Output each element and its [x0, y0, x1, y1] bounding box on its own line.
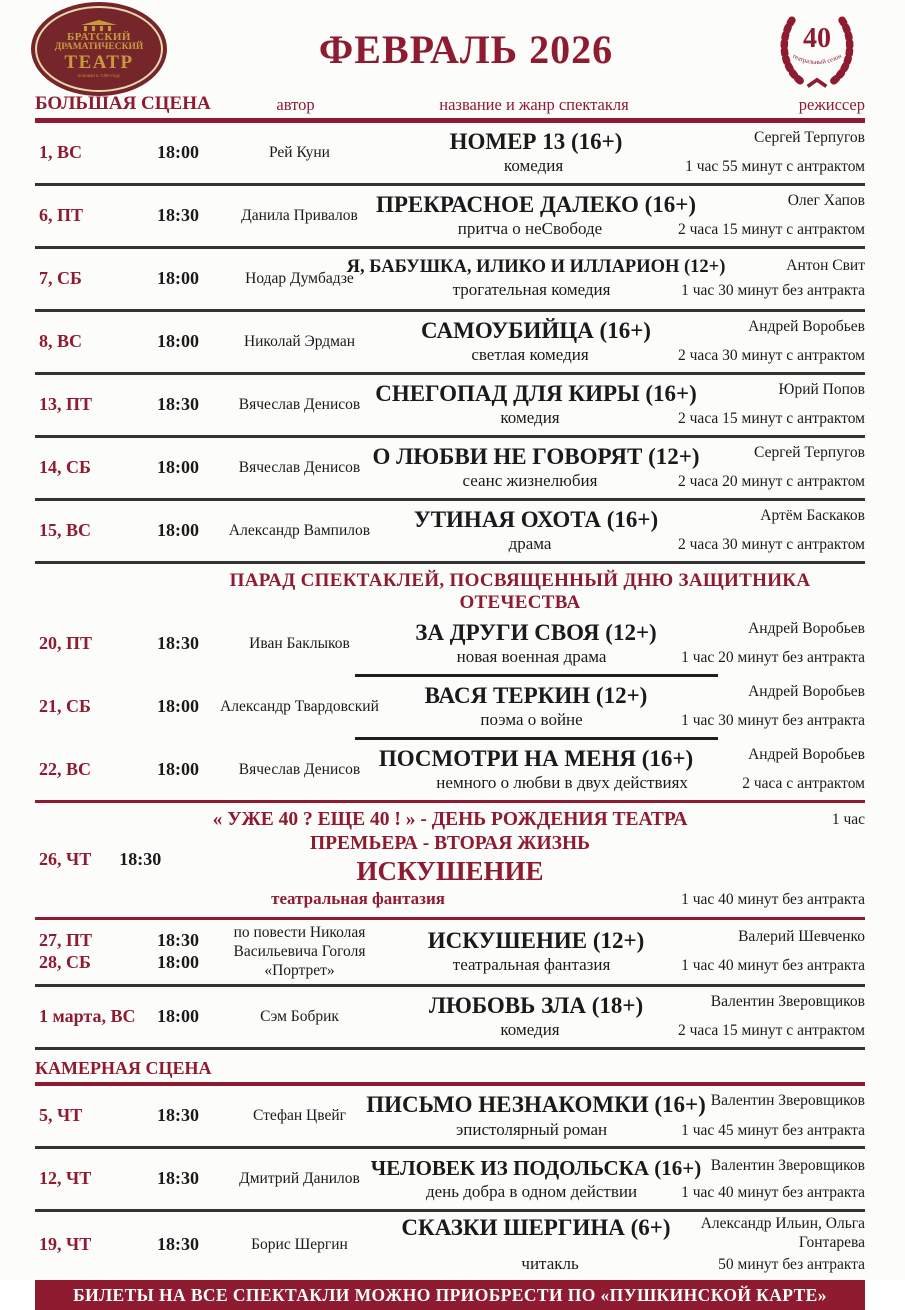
birthday-show-genre: театральная фантазия [271, 888, 445, 908]
show-date: 7, СБ [39, 267, 82, 288]
show-duration: 1 час 40 минут без антракта [681, 1183, 865, 1201]
logo-subtext: основан в 1986 году [77, 74, 121, 80]
show-duration: 2 часа 20 минут с антрактом [678, 473, 865, 491]
show-main [382, 504, 865, 558]
show-row [35, 614, 865, 674]
show-main [382, 126, 865, 180]
show-duration: 1 час 55 минут с антрактом [685, 158, 865, 176]
show-director: Александр Ильин, Ольга Гонтарева [700, 1215, 865, 1251]
show-director: Сергей Терпугов [754, 128, 865, 146]
show-genre: немного о любви в двух действиях [436, 773, 688, 793]
show-time [139, 930, 217, 973]
show-date [35, 930, 139, 973]
show-duration: 2 часа 15 минут с антрактом [678, 221, 865, 239]
show-time: 18:30 [157, 204, 199, 225]
show-title: ИСКУШЕНИЕ (12+) [427, 927, 645, 953]
show-time: 18:00 [157, 519, 199, 540]
show-title: НОМЕР 13 (16+) [449, 128, 623, 154]
show-date: 1 марта, ВС [39, 1005, 136, 1026]
show-time: 18:00 [157, 695, 199, 716]
section-label-big-stage: БОЛЬШАЯ СЦЕНА [35, 93, 211, 114]
show-time: 18:30 [119, 848, 162, 869]
show-author: Стефан Цвейг [252, 1107, 347, 1125]
show-author: Вячеслав Денисов [238, 458, 361, 476]
header [35, 6, 865, 92]
show-author: Борис Шергин [251, 1236, 348, 1254]
show-genre: трогательная комедия [452, 279, 611, 299]
show-time: 18:00 [157, 330, 199, 351]
show-title: ЧЕЛОВЕК ИЗ ПОДОЛЬСКА (16+) [370, 1155, 702, 1180]
show-director: Андрей Воробьев [748, 745, 865, 763]
show-title: ПРЕКРАСНОЕ ДАЛЕКО (16+) [375, 191, 697, 217]
show-duration: 2 часа с антрактом [742, 775, 865, 793]
show-genre: поэма о войне [480, 710, 583, 730]
show-date: 13, ПТ [39, 393, 93, 414]
show-date: 19, ЧТ [39, 1233, 92, 1254]
birthday-datetime [39, 849, 161, 870]
show-row [35, 1212, 865, 1277]
show-time: 18:00 [157, 456, 199, 477]
theater-building-icon [78, 19, 120, 32]
show-row [35, 1149, 865, 1209]
show-row [35, 438, 865, 498]
show-director: Андрей Воробьев [748, 682, 865, 700]
show-main [382, 680, 865, 734]
show-date-line2: 28, СБ [39, 951, 91, 972]
show-author: Александр Твардовский [220, 697, 379, 715]
show-row [35, 740, 865, 800]
show-row [35, 677, 865, 737]
show-author: Иван Баклыков [249, 634, 350, 652]
show-row [35, 1086, 865, 1146]
show-director: Антон Свит [786, 257, 865, 275]
show-date: 21, СБ [39, 695, 91, 716]
show-row [35, 501, 865, 561]
show-time: 18:30 [157, 393, 199, 414]
show-director: Андрей Воробьев [748, 317, 865, 335]
show-genre: новая военная драма [456, 647, 607, 667]
show-date: 22, ВС [39, 758, 92, 779]
show-director: Валентин Зверовщиков [710, 992, 865, 1010]
birthday-show-title: ИСКУШЕНИЕ [356, 855, 544, 886]
show-time: 18:00 [157, 758, 199, 779]
show-duration: 2 часа 15 минут с антрактом [678, 1022, 865, 1040]
show-time: 18:00 [157, 1005, 199, 1026]
show-author: Вячеслав Денисов [238, 395, 361, 413]
column-title-genre: название и жанр спектакля [439, 95, 629, 114]
show-author: Николай Эрдман [243, 332, 356, 350]
logo-line1: БРАТСКИЙ [67, 30, 131, 43]
show-title: Я, БАБУШКА, ИЛИКО И ИЛЛАРИОН (12+) [346, 257, 726, 278]
show-row [35, 123, 865, 183]
show-genre: драма [508, 534, 552, 554]
show-director: Олег Хапов [787, 191, 865, 209]
show-date: 15, ВС [39, 519, 92, 540]
show-title: ЗА ДРУГИ СВОЯ (12+) [415, 619, 657, 645]
show-time-line2: 18:00 [157, 951, 199, 972]
show-main [370, 1152, 865, 1206]
logo-line2: ДРАМАТИЧЕСКИЙ [54, 42, 144, 53]
birthday-headline [35, 809, 865, 831]
show-genre: день добра в одном действии [425, 1181, 638, 1201]
show-title: СНЕГОПАД ДЛЯ КИРЫ (16+) [375, 380, 697, 406]
show-main [382, 923, 865, 981]
show-main [372, 441, 865, 495]
show-director: Валентин Зверовщиков [710, 1092, 865, 1110]
show-main [382, 1215, 865, 1274]
show-time-line1: 18:30 [157, 929, 199, 950]
show-director: Валентин Зверовщиков [710, 1156, 865, 1174]
show-duration: 2 часа 30 минут с антрактом [678, 536, 865, 554]
show-time: 18:00 [157, 267, 199, 288]
show-row [35, 987, 865, 1047]
show-duration: 1 час 40 минут без антракта [681, 957, 865, 975]
show-main [382, 315, 865, 369]
birthday-show-duration: 1 час 40 минут без антракта [681, 890, 865, 908]
chamber-stage-section [35, 1050, 865, 1082]
pushkin-card-banner-text: БИЛЕТЫ НА ВСЕ СПЕКТАКЛИ МОЖНО ПРИОБРЕСТИ ПО «ПУШКИНСКОЙ КАРТЕ» [73, 1284, 827, 1305]
svg-text:театральный сезон [791, 53, 843, 66]
birthday-special-block [35, 803, 865, 917]
show-genre: сеанс жизнелюбия [462, 471, 598, 491]
birthday-premiere-line: ПРЕМЬЕРА - ВТОРАЯ ЖИЗНЬ [309, 832, 591, 854]
show-duration: 50 минут без антракта [718, 1256, 865, 1274]
birthday-headline-text: « УЖЕ 40 ? ЕЩЕ 40 ! » - ДЕНЬ РОЖДЕНИЯ ТЕАТРА [212, 808, 688, 830]
show-title: ЛЮБОВЬ ЗЛА (18+) [428, 992, 644, 1018]
show-director: Юрий Попов [778, 380, 865, 398]
birthday-duration-note: 1 час [831, 810, 865, 828]
show-duration: 1 час 45 минут без антракта [681, 1121, 865, 1139]
show-author: Дмитрий Данилов [239, 1170, 360, 1188]
show-row [35, 920, 865, 984]
show-main [382, 990, 865, 1044]
show-author: Нодар Думбадзе [245, 269, 354, 287]
show-director: Сергей Терпугов [754, 443, 865, 461]
show-duration: 1 час 30 минут без антракта [681, 712, 865, 730]
show-genre: комедия [500, 1020, 560, 1040]
show-main [382, 617, 865, 671]
anniversary-number: 40 [802, 23, 832, 55]
show-genre: светлая комедия [471, 345, 589, 365]
show-date-line1: 27, ПТ [39, 929, 93, 950]
show-title: ВАСЯ ТЕРКИН (12+) [424, 682, 648, 708]
show-title: О ЛЮБВИ НЕ ГОВОРЯТ (12+) [372, 443, 700, 469]
theater-logo [35, 6, 163, 92]
show-main [375, 378, 865, 432]
show-row [35, 375, 865, 435]
column-author: автор [276, 95, 315, 114]
show-date: 12, ЧТ [39, 1168, 92, 1189]
show-genre: читакль [521, 1254, 579, 1274]
show-date: 6, ПТ [39, 204, 84, 225]
show-title: УТИНАЯ ОХОТА (16+) [413, 506, 659, 532]
pushkin-card-banner [35, 1280, 865, 1310]
show-duration: 1 час 20 минут без антракта [681, 649, 865, 667]
show-director: Артём Баскаков [760, 506, 865, 524]
parade-section-header: ПАРАД СПЕКТАКЛЕЙ, ПОСВЯЩЕННЫЙ ДНЮ ЗАЩИТНИКА ОТЕЧЕСТВА [229, 569, 811, 613]
show-author: Сэм Бобрик [260, 1007, 339, 1025]
show-date: 1, ВС [39, 141, 83, 162]
show-genre: комедия [500, 408, 560, 428]
show-genre: эпистолярный роман [455, 1119, 608, 1139]
show-row [35, 249, 865, 309]
anniversary-wreath-icon [769, 6, 865, 92]
show-genre: притча о неСвободе [457, 219, 603, 239]
show-row [35, 186, 865, 246]
show-title: ПОСМОТРИ НА МЕНЯ (16+) [378, 745, 694, 771]
show-duration: 2 часа 15 минут с антрактом [678, 410, 865, 428]
show-date: 20, ПТ [39, 632, 93, 653]
show-author: по повести Николая Васильевича Гоголя «Портрет» [233, 923, 366, 980]
show-genre: комедия [503, 156, 564, 176]
show-date: 5, ЧТ [39, 1105, 83, 1126]
anniversary-subtext: театральный сезон [791, 52, 843, 66]
logo-line3: ТЕАТР [64, 52, 134, 74]
show-time: 18:30 [157, 1233, 199, 1254]
show-main [366, 1089, 865, 1143]
show-director: Андрей Воробьев [748, 619, 865, 637]
show-time: 18:30 [157, 1105, 199, 1126]
show-time: 18:30 [157, 632, 199, 653]
show-main [375, 189, 865, 243]
show-author: Вячеслав Денисов [238, 760, 361, 778]
show-title: САМОУБИЙЦА (16+) [421, 317, 651, 343]
show-main [346, 252, 865, 306]
show-genre: театральная фантазия [452, 955, 611, 975]
section-label-chamber-stage: КАМЕРНАЯ СЦЕНА [35, 1057, 212, 1078]
show-director: Валерий Шевченко [738, 927, 865, 945]
show-title: ПИСЬМО НЕЗНАКОМКИ (16+) [366, 1092, 706, 1118]
show-date: 14, СБ [39, 456, 91, 477]
column-headers [35, 92, 865, 118]
show-time: 18:30 [157, 1168, 199, 1189]
column-director: режиссер [798, 95, 865, 114]
show-author: Александр Вампилов [228, 521, 371, 539]
show-time: 18:00 [157, 141, 199, 162]
show-author: Рей Куни [269, 143, 330, 161]
show-duration: 1 час 30 минут без антракта [681, 281, 865, 299]
page-title: ФЕВРАЛЬ 2026 [318, 26, 614, 72]
show-author: Данила Привалов [241, 206, 358, 224]
show-date: 8, ВС [39, 330, 83, 351]
show-main [378, 743, 865, 797]
show-duration: 2 часа 30 минут с антрактом [678, 347, 865, 365]
show-title: СКАЗКИ ШЕРГИНА (6+) [401, 1215, 671, 1241]
show-row [35, 312, 865, 372]
show-date: 26, ЧТ [39, 848, 92, 869]
